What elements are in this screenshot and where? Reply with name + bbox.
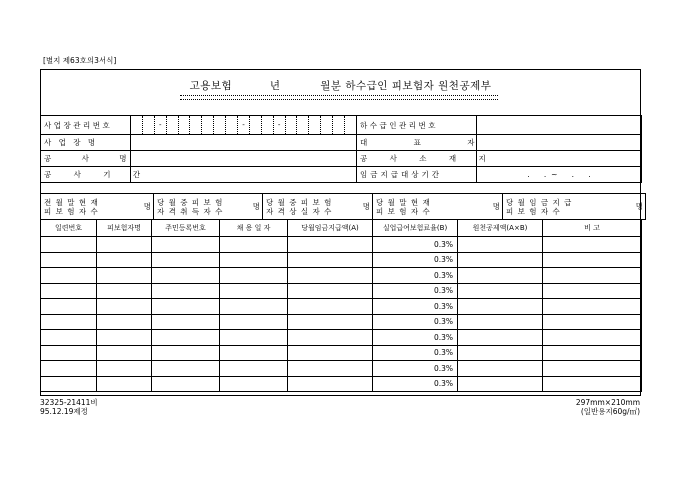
rate-cell: 0.3% — [373, 314, 458, 330]
table-cell[interactable] — [288, 283, 373, 299]
table-cell[interactable] — [220, 345, 288, 361]
count-label-line1: 전 월 말 현 재 — [44, 197, 99, 207]
main-table — [40, 219, 642, 392]
business-name-label: 사 업 장 명 — [41, 135, 131, 151]
count-label-line2: 피 보 험 자 수 — [44, 206, 99, 216]
table-row — [41, 361, 642, 377]
table-cell[interactable] — [152, 283, 220, 299]
construction-name-label: 공 사 명 — [41, 151, 131, 167]
table-cell[interactable] — [97, 283, 152, 299]
count-label — [503, 194, 613, 220]
representative-label: 대 표 자 — [357, 135, 477, 151]
business-no-box[interactable] — [296, 116, 308, 134]
business-no-box[interactable] — [344, 116, 356, 134]
table-cell[interactable] — [152, 268, 220, 284]
table-cell[interactable] — [220, 299, 288, 315]
column-header: 당월임금지급액(A) — [288, 220, 373, 237]
footer-right — [576, 398, 640, 416]
business-no-label: 사업장관리번호 — [41, 116, 131, 135]
business-no-box[interactable] — [249, 116, 261, 134]
table-cell[interactable] — [543, 345, 642, 361]
business-no-box[interactable] — [131, 116, 142, 134]
rate-cell: 0.3% — [373, 376, 458, 392]
table-cell[interactable] — [97, 345, 152, 361]
table-cell[interactable] — [41, 299, 97, 315]
representative-field[interactable] — [477, 135, 642, 151]
business-no-field[interactable] — [131, 116, 357, 135]
table-cell[interactable] — [152, 237, 220, 253]
count-unit[interactable]: 명 — [489, 194, 503, 220]
count-label-line2: 피 보 험 자 수 — [506, 206, 561, 216]
table-row — [41, 345, 642, 361]
table-cell[interactable] — [220, 268, 288, 284]
table-cell[interactable] — [288, 361, 373, 377]
construction-period-label: 공 사 기 간 — [41, 167, 131, 183]
form-code: 32325-21411비 — [40, 398, 98, 407]
business-no-box[interactable] — [178, 116, 190, 134]
table-cell[interactable] — [458, 330, 543, 346]
wage-period-label: 임금지급대상기간 — [357, 167, 477, 183]
table-row — [41, 252, 642, 268]
count-label-line1: 당 월 말 현 재 — [376, 197, 431, 207]
table-cell[interactable] — [458, 283, 543, 299]
count-unit[interactable]: 명 — [140, 194, 154, 220]
business-no-box[interactable] — [285, 116, 297, 134]
column-header: 채 용 일 자 — [220, 220, 288, 237]
column-header: 피보험자명 — [97, 220, 152, 237]
rate-cell: 0.3% — [373, 268, 458, 284]
table-cell[interactable] — [97, 314, 152, 330]
info-table — [40, 115, 642, 183]
counts-table — [40, 193, 646, 220]
table-cell[interactable] — [152, 252, 220, 268]
rate-cell: 0.3% — [373, 299, 458, 315]
count-label — [373, 194, 489, 220]
table-cell[interactable] — [220, 376, 288, 392]
table-cell[interactable] — [97, 330, 152, 346]
business-no-box[interactable] — [308, 116, 320, 134]
table-cell[interactable] — [152, 361, 220, 377]
column-header: 비 고 — [543, 220, 642, 237]
table-cell[interactable] — [97, 237, 152, 253]
table-cell[interactable] — [97, 299, 152, 315]
column-header: 원천공제액(A×B) — [458, 220, 543, 237]
table-cell[interactable] — [41, 268, 97, 284]
table-cell[interactable] — [458, 376, 543, 392]
table-row — [41, 314, 642, 330]
table-row — [41, 283, 642, 299]
table-cell[interactable] — [543, 314, 642, 330]
table-cell[interactable] — [41, 330, 97, 346]
title-month: 월분 하수급인 피보험자 원천공제부 — [320, 80, 492, 92]
count-label-line1: 당 월 중 피 보 험 — [266, 197, 333, 207]
table-cell[interactable] — [97, 376, 152, 392]
business-no-box[interactable] — [213, 116, 225, 134]
sub-contractor-no-label: 하수급인관리번호 — [357, 116, 477, 135]
rate-cell: 0.3% — [373, 345, 458, 361]
table-cell[interactable] — [288, 268, 373, 284]
table-cell[interactable] — [220, 361, 288, 377]
column-header: 실업급여보험료율(B) — [373, 220, 458, 237]
table-cell[interactable] — [458, 252, 543, 268]
rate-cell: 0.3% — [373, 252, 458, 268]
paper-type: (일반용지60g/㎡) — [580, 407, 640, 416]
title-prefix: 고용보험 — [189, 80, 233, 92]
business-no-box[interactable] — [201, 116, 213, 134]
table-cell[interactable] — [152, 314, 220, 330]
table-cell[interactable] — [543, 268, 642, 284]
table-cell[interactable] — [288, 252, 373, 268]
table-cell[interactable] — [543, 299, 642, 315]
table-cell[interactable] — [458, 345, 543, 361]
table-cell[interactable] — [458, 299, 543, 315]
count-label-line2: 피 보 험 자 수 — [376, 206, 431, 216]
business-no-box[interactable] — [225, 116, 237, 134]
table-cell[interactable] — [97, 268, 152, 284]
table-cell[interactable] — [97, 252, 152, 268]
table-cell[interactable] — [543, 330, 642, 346]
sub-contractor-no-field[interactable] — [477, 116, 642, 135]
count-label-line1: 당 월 중 피 보 험 — [157, 197, 224, 207]
table-cell[interactable] — [152, 345, 220, 361]
table-cell[interactable] — [288, 376, 373, 392]
rate-cell: 0.3% — [373, 361, 458, 377]
business-no-box[interactable]: - — [273, 116, 285, 134]
table-cell[interactable] — [41, 361, 97, 377]
table-cell[interactable] — [152, 299, 220, 315]
construction-address-field[interactable] — [477, 151, 642, 167]
business-no-box[interactable] — [166, 116, 178, 134]
business-no-box[interactable] — [142, 116, 154, 134]
column-header: 일련번호 — [41, 220, 97, 237]
business-no-box[interactable] — [320, 116, 332, 134]
business-no-box[interactable]: - — [154, 116, 166, 134]
rate-cell: 0.3% — [373, 283, 458, 299]
table-row — [41, 376, 642, 392]
table-cell[interactable] — [41, 252, 97, 268]
table-cell[interactable] — [220, 330, 288, 346]
business-name-field[interactable] — [131, 135, 357, 151]
title-year: 년 — [269, 80, 281, 92]
table-cell[interactable] — [41, 376, 97, 392]
table-cell[interactable] — [543, 361, 642, 377]
business-no-box[interactable] — [189, 116, 201, 134]
form-date: 95.12.19제정 — [40, 407, 88, 416]
table-cell[interactable] — [458, 314, 543, 330]
table-cell[interactable] — [41, 283, 97, 299]
count-label — [154, 194, 249, 220]
rate-cell: 0.3% — [373, 330, 458, 346]
business-no-box[interactable] — [261, 116, 273, 134]
table-cell[interactable] — [288, 314, 373, 330]
footer-left — [40, 398, 98, 416]
table-cell[interactable] — [288, 299, 373, 315]
construction-period-field[interactable] — [131, 167, 357, 183]
table-cell[interactable] — [41, 345, 97, 361]
table-cell[interactable] — [220, 283, 288, 299]
table-cell[interactable] — [543, 237, 642, 253]
table-cell[interactable] — [152, 376, 220, 392]
count-label — [41, 194, 140, 220]
table-cell[interactable] — [97, 361, 152, 377]
count-unit[interactable]: 명 — [249, 194, 263, 220]
table-cell[interactable] — [458, 268, 543, 284]
table-cell[interactable] — [458, 361, 543, 377]
table-cell[interactable] — [41, 237, 97, 253]
table-cell[interactable] — [288, 345, 373, 361]
table-cell[interactable] — [543, 376, 642, 392]
table-row — [41, 268, 642, 284]
table-row — [41, 237, 642, 253]
table-cell[interactable] — [41, 314, 97, 330]
count-unit[interactable]: 명 — [613, 194, 646, 220]
table-row — [41, 330, 642, 346]
table-cell[interactable] — [288, 330, 373, 346]
table-cell[interactable] — [152, 330, 220, 346]
title-underline — [180, 95, 498, 100]
table-cell[interactable] — [220, 252, 288, 268]
table-cell[interactable] — [543, 252, 642, 268]
construction-address-label: 공 사 소 재 지 — [357, 151, 477, 167]
construction-name-field[interactable] — [131, 151, 357, 167]
count-label-line1: 당 월 임 금 지 급 — [506, 197, 573, 207]
rate-cell: 0.3% — [373, 237, 458, 253]
column-header: 주민등록번호 — [152, 220, 220, 237]
table-cell[interactable] — [543, 283, 642, 299]
wage-period-field[interactable]: . . ~ . . — [477, 167, 642, 183]
form-label: [별지 제63호의3서식] — [43, 56, 117, 65]
table-cell[interactable] — [220, 237, 288, 253]
table-row — [41, 299, 642, 315]
form-title — [40, 78, 641, 93]
count-label-line2: 자 격 상 실 자 수 — [266, 206, 333, 216]
table-cell[interactable] — [220, 314, 288, 330]
count-label-line2: 자 격 취 득 자 수 — [157, 206, 224, 216]
business-no-box[interactable] — [332, 116, 344, 134]
count-label — [263, 194, 359, 220]
table-cell[interactable] — [458, 237, 543, 253]
count-unit[interactable]: 명 — [359, 194, 373, 220]
business-no-box[interactable]: - — [237, 116, 249, 134]
table-cell[interactable] — [288, 237, 373, 253]
paper-size: 297mm×210mm — [575, 398, 640, 407]
